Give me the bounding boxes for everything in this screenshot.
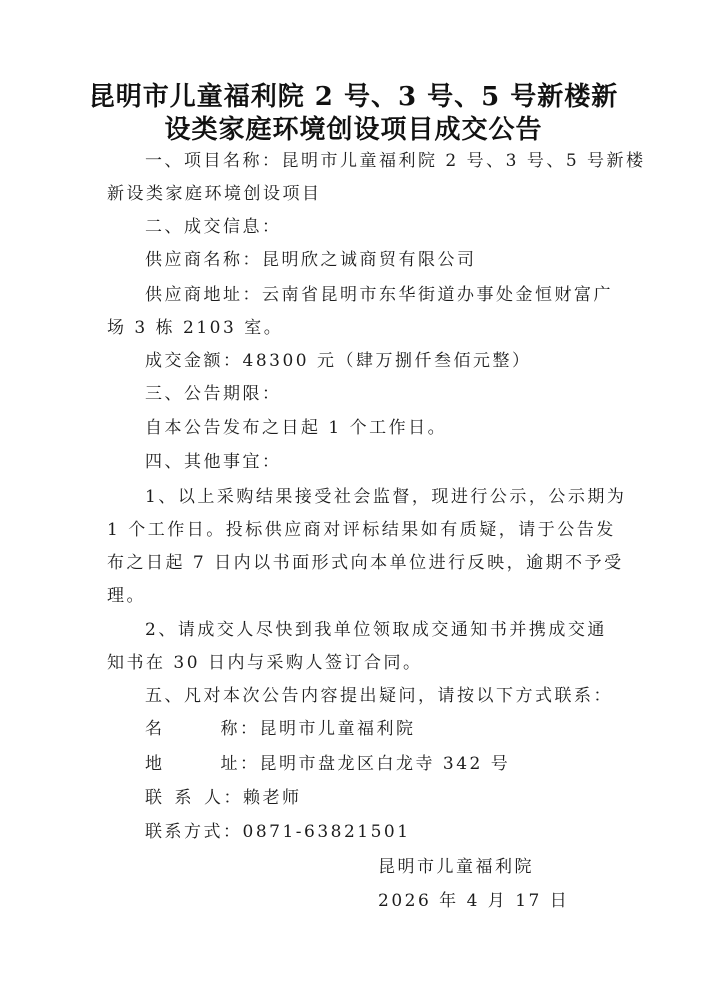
contact-person-value: 赖老师 bbox=[243, 788, 302, 808]
contact-name-row bbox=[145, 717, 416, 741]
deal-info-heading: 二、成交信息： bbox=[145, 217, 282, 237]
contact-address-label-b: 址： bbox=[220, 754, 260, 774]
contact-method-row bbox=[145, 820, 411, 844]
contact-name-value: 昆明市儿童福利院 bbox=[259, 719, 416, 739]
contact-address-row bbox=[145, 752, 510, 776]
signature-date: 2026 年 4 月 17 日 bbox=[378, 891, 570, 911]
contact-address-value: 昆明市盘龙区白龙寺 342 号 bbox=[259, 754, 511, 774]
other-item-1-line-4: 理。 bbox=[107, 586, 146, 606]
contact-person-label-b: 系 bbox=[174, 788, 194, 808]
other-item-1-line-3: 布之日起 7 日内以书面形式向本单位进行反映，逾期不予受 bbox=[107, 553, 624, 573]
other-item-2-line-1: 2、请成交人尽快到我单位领取成交通知书并携成交通 bbox=[145, 620, 607, 640]
supplier-name: 供应商名称：昆明欣之诚商贸有限公司 bbox=[145, 250, 477, 270]
contact-method-value: 0871-63821501 bbox=[242, 822, 411, 842]
other-item-2-line-2: 知书在 30 日内与采购人签订合同。 bbox=[107, 653, 423, 673]
other-item-1-line-1: 1、以上采购结果接受社会监督，现进行公示，公示期为 bbox=[145, 487, 627, 507]
contact-method-label: 联系方式： bbox=[145, 822, 243, 842]
contact-name-label-b: 称： bbox=[220, 719, 260, 739]
project-name-line-2: 新设类家庭环境创设项目 bbox=[107, 184, 322, 204]
supplier-address-line-2: 场 3 栋 2103 室。 bbox=[107, 318, 284, 338]
period-text: 自本公告发布之日起 1 个工作日。 bbox=[145, 418, 448, 438]
other-heading: 四、其他事宜： bbox=[145, 452, 282, 472]
signature-org: 昆明市儿童福利院 bbox=[378, 857, 534, 877]
contact-name-label-a: 名 bbox=[145, 719, 165, 739]
contact-heading: 五、凡对本次公告内容提出疑问，请按以下方式联系： bbox=[145, 686, 613, 706]
deal-amount: 成交金额：48300 元（肆万捌仟叁佰元整） bbox=[145, 351, 532, 371]
other-item-1-line-2: 1 个工作日。投标供应商对评标结果如有质疑，请于公告发 bbox=[107, 520, 616, 540]
contact-person-row bbox=[145, 786, 302, 810]
contact-person-label-a: 联 bbox=[145, 788, 165, 808]
notice-title-line-2: 设类家庭环境创设项目成交公告 bbox=[164, 115, 543, 145]
contact-address-label-a: 地 bbox=[145, 754, 165, 774]
contact-person-label-c: 人： bbox=[204, 788, 243, 808]
period-heading: 三、公告期限： bbox=[145, 384, 282, 404]
supplier-address-line-1: 供应商地址：云南省昆明市东华街道办事处金恒财富广 bbox=[145, 285, 613, 305]
project-name-line-1: 一、项目名称：昆明市儿童福利院 2 号、3 号、5 号新楼 bbox=[145, 151, 646, 171]
notice-title-line-1: 昆明市儿童福利院 2 号、3 号、5 号新楼新 bbox=[88, 82, 619, 112]
